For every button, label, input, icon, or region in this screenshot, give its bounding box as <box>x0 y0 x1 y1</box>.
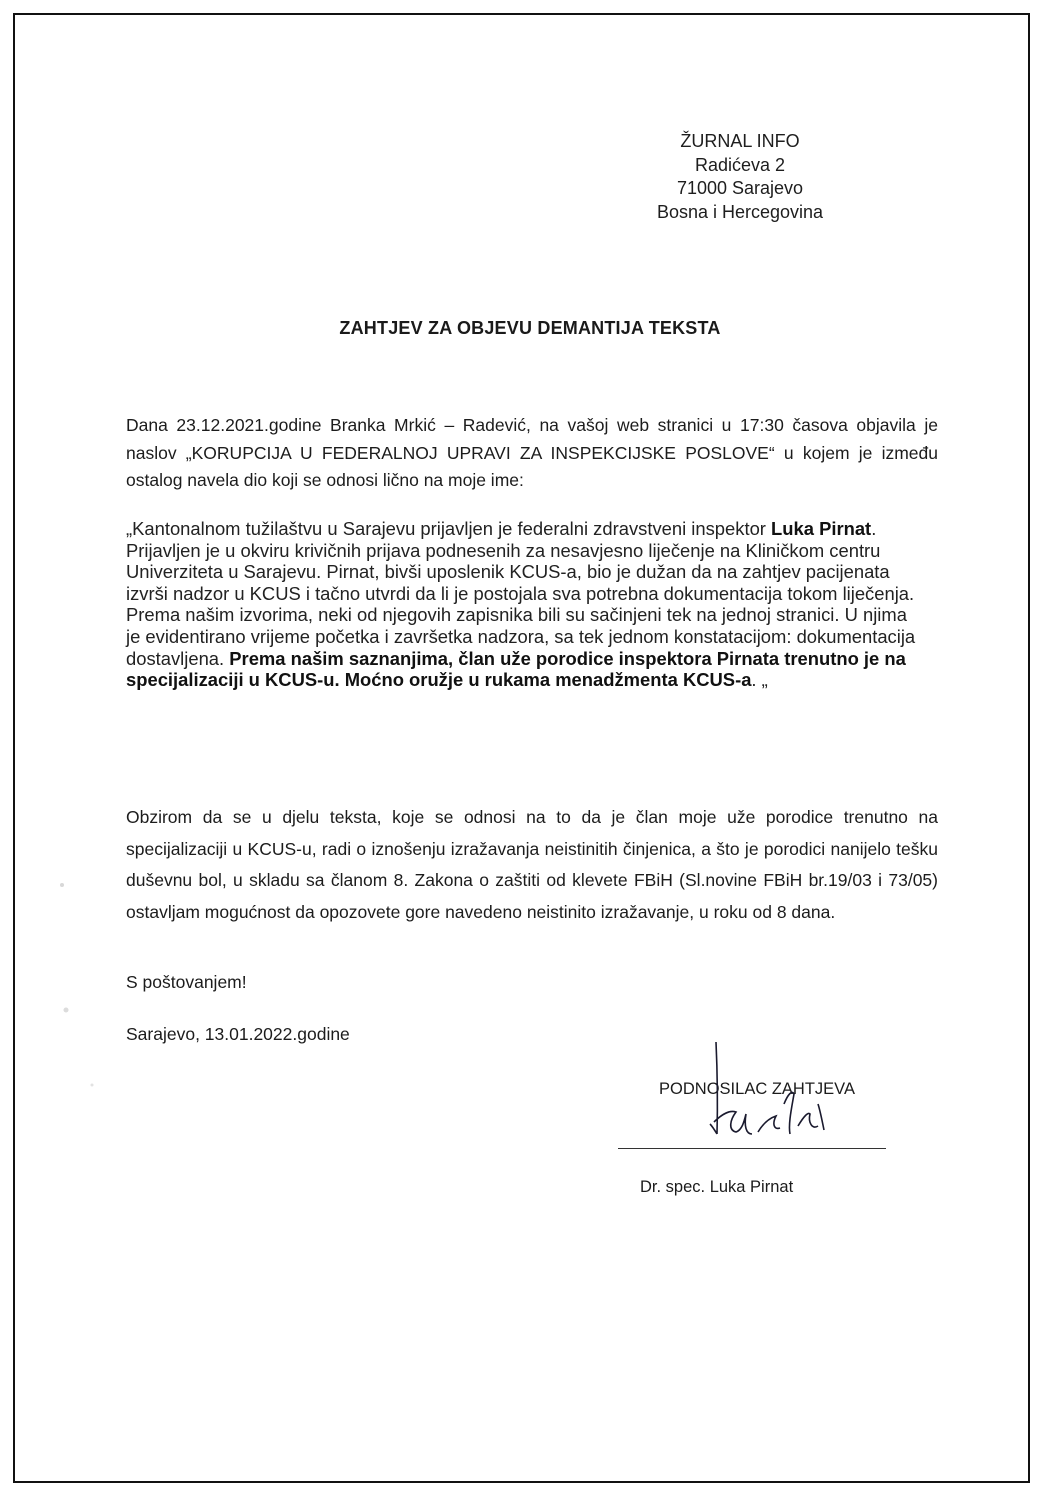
quote-text: „Kantonalnom tužilaštvu u Sarajevu prijavljen je federalni zdravstveni inspektor <box>126 518 772 539</box>
document-title: ZAHTJEV ZA OBJEVU DEMANTIJA TEKSTA <box>339 318 721 338</box>
document-page <box>13 13 1030 1483</box>
recipient-city: 71000 Sarajevo <box>676 178 804 198</box>
request-paragraph: Obzirom da se u djelu teksta, koje se odnosi na to da je član moje uže porodice trenutno na specijalizaciji u KCUS-u, radi o iznošenju izražavanja neistinitih činjenica, a što je porodici nanijelo tešku duševnu bol, u skladu sa članom 8. Zakona o zaštiti od klevete FBiH (Sl.novine FBiH br.19/03 i 73/05) ostavljam mogućnost da opozovete gore navedeno neistinito izražavanje, u roku od 8 dana. <box>126 807 938 922</box>
quote-paragraph-2 <box>126 604 926 690</box>
signature-block <box>618 1080 888 1196</box>
recipient-street: Radićeva 2 <box>694 154 786 175</box>
quote-bold-claim: Prema našim saznanjima, član uže porodice inspektora Pirnata trenutno je na specijalizaciji u KCUS-u. Moćno oružje u rukama menadžmenta KCUS-a <box>126 647 906 691</box>
quote-paragraph-1 <box>126 518 926 604</box>
quoted-article <box>126 518 926 691</box>
quote-bold-name: Luka Pirnat <box>771 518 872 539</box>
quote-text: Prema našim izvorima, neki od njegovih zapisnika bili su sačinjeni tek na jednoj stranici. U njima je evidentirano vrijeme početka i završetka nadzora, sa tek jednom konstatacijom: dokumentacija dostavljena. <box>126 604 916 669</box>
recipient-name: ŽURNAL INFO <box>680 131 800 151</box>
recipient-country: Bosna i Hercegovina <box>656 201 824 222</box>
place-date: Sarajevo, 13.01.2022.godine <box>126 1024 350 1044</box>
signature-line <box>618 1148 886 1149</box>
quote-text: . „ <box>751 669 768 691</box>
quote-text: . Prijavljen je u okviru krivičnih prijava podnesenih za nesavjesno liječenje na Kliničkom centru Univerziteta u Sarajevu. Pirnat, bivši uposlenik KCUS-a, bio je dužan da na zahtjev pacijenata izvrši nadzor u KCUS i tačno utvrdi da li je postojala sva potrebna dokumentacija tokom liječenja. <box>126 518 915 604</box>
signer-name: Dr. spec. Luka Pirnat <box>640 1178 794 1196</box>
closing-greeting: S poštovanjem! <box>126 972 247 992</box>
intro-paragraph: Dana 23.12.2021.godine Branka Mrkić – Radević, na vašoj web stranici u 17:30 časova objavila je naslov „KORUPCIJA U FEDERALNOJ UPRAVI ZA INSPEKCIJSKE POSLOVE“ u kojem je između ostalog navela dio koji se odnosi lično na moje ime: <box>126 415 938 490</box>
signature-label: PODNOSILAC ZAHTJEVA <box>659 1080 855 1098</box>
recipient-address <box>600 130 880 224</box>
